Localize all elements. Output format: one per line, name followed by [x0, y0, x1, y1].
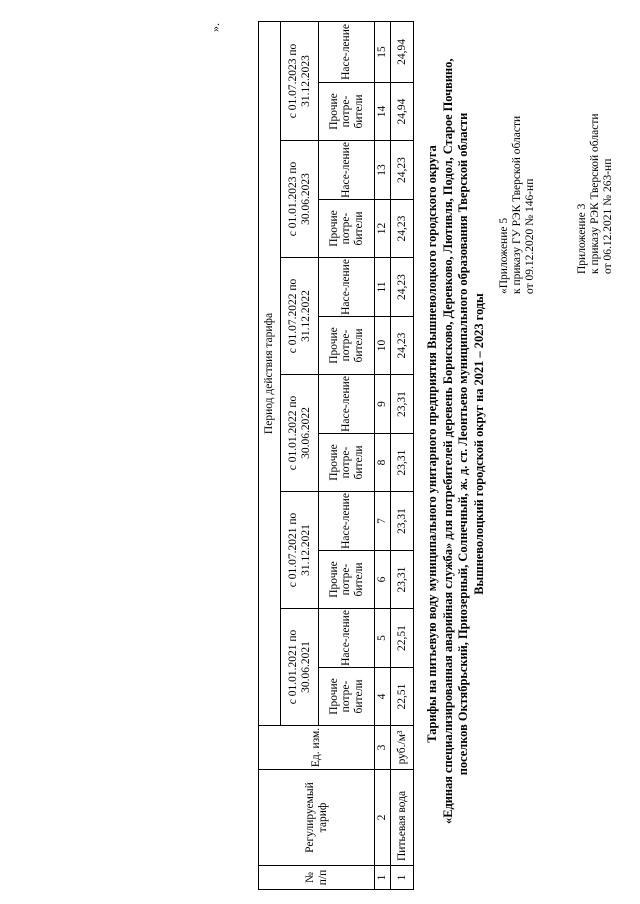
table-row	[391, 21, 414, 889]
row-number: 1	[391, 866, 414, 890]
consumer-population-cell: Насе-ление	[319, 492, 375, 551]
column-number: 2	[375, 770, 391, 866]
consumer-other-cell: Прочие потре-бители	[319, 668, 375, 726]
row-unit: руб./м³	[391, 726, 414, 770]
appendix-5-line2: к приказу ГУ РЭК Тверской области	[511, 115, 523, 294]
title-line2: «Единая специализированная аварийная служба» для потребителей деревень Борисково, Деревково, Лютивля, Подол, Старое Почвино,	[440, 58, 455, 824]
column-number: 11	[375, 258, 391, 317]
consumer-population-cell: Насе-ление	[319, 21, 375, 82]
consumer-other-cell: Прочие потре-бители	[319, 200, 375, 258]
column-number-row	[375, 21, 391, 889]
appendix-3-reference	[576, 114, 615, 275]
document-title	[425, 58, 487, 824]
column-number: 9	[375, 375, 391, 434]
appendix-3-line2: к приказу РЭК Тверской области	[589, 113, 601, 274]
consumer-population-cell: Насе-ление	[319, 141, 375, 200]
column-number: 3	[375, 726, 391, 770]
consumer-other-cell: Прочие потре-бители	[319, 551, 375, 609]
row-tariff-name: Питьевая вода	[391, 770, 414, 866]
consumer-other-cell: Прочие потре-бители	[319, 434, 375, 492]
period-cell: с 01.01.2023 по 30.06.2023	[281, 141, 319, 258]
column-number: 12	[375, 200, 391, 258]
column-number: 13	[375, 141, 391, 200]
title-line4: Вышневолоцкий городской округ на 2021 – 2023 годы	[471, 293, 486, 595]
title-line3: поселков Октябрьский, Приозерный, Солнечный, ж. д. ст. Леонтьево муниципального образования Тверской области	[456, 112, 470, 776]
header-tariff: Регулируемый тариф	[259, 770, 375, 866]
consumer-population-cell: Насе-ление	[319, 609, 375, 668]
title-line1: Тарифы на питьевую воду муниципального унитарного предприятия Вышневолоцкого городского округа	[425, 145, 439, 743]
tariff-value: 23,31	[391, 375, 414, 434]
tariff-value: 24,94	[391, 83, 414, 141]
column-number: 15	[375, 21, 391, 82]
tariff-table	[258, 21, 414, 890]
consumer-other-cell: Прочие потре-бители	[319, 317, 375, 375]
tariff-value: 23,31	[391, 434, 414, 492]
header-unit: Ед. изм.	[259, 726, 375, 770]
header-row-periods	[259, 21, 281, 889]
tariff-value: 24,23	[391, 317, 414, 375]
header-number: № п/п	[259, 866, 375, 890]
column-number: 4	[375, 668, 391, 726]
tariff-value: 24,23	[391, 141, 414, 200]
tariff-value: 24,94	[391, 21, 414, 82]
consumer-other-cell: Прочие потре-бители	[319, 83, 375, 141]
header-period: Период действия тарифа	[259, 21, 281, 725]
period-cell: с 01.07.2022 по 31.12.2022	[281, 258, 319, 375]
period-cell: с 01.01.2022 по 30.06.2022	[281, 375, 319, 492]
appendix-5-reference	[498, 116, 537, 294]
period-cell: с 01.01.2021 по 30.06.2021	[281, 609, 319, 726]
appendix-5-line1: «Приложение 5	[498, 217, 510, 294]
period-cell: с 01.07.2021 по 31.12.2021	[281, 492, 319, 609]
column-number: 1	[375, 866, 391, 890]
consumer-population-cell: Насе-ление	[319, 258, 375, 317]
column-number: 5	[375, 609, 391, 668]
tariff-value: 24,23	[391, 258, 414, 317]
column-number: 14	[375, 83, 391, 141]
appendix-5-line3: от 09.12.2020 № 146-нп	[524, 178, 536, 294]
tariff-value: 23,31	[391, 492, 414, 551]
period-cell: с 01.07.2023 по 31.12.2023	[281, 21, 319, 140]
appendix-3-line3: от 06.12.2021 № 263-нп	[602, 158, 614, 274]
column-number: 8	[375, 434, 391, 492]
tariff-value: 22,51	[391, 668, 414, 726]
column-number: 10	[375, 317, 391, 375]
tariff-value: 24,23	[391, 200, 414, 258]
tariff-value: 23,31	[391, 551, 414, 609]
closing-quote: ».	[208, 23, 222, 32]
consumer-population-cell: Насе-ление	[319, 375, 375, 434]
appendix-3-line1: Приложение 3	[576, 203, 588, 274]
tariff-value: 22,51	[391, 609, 414, 668]
column-number: 7	[375, 492, 391, 551]
column-number: 6	[375, 551, 391, 609]
